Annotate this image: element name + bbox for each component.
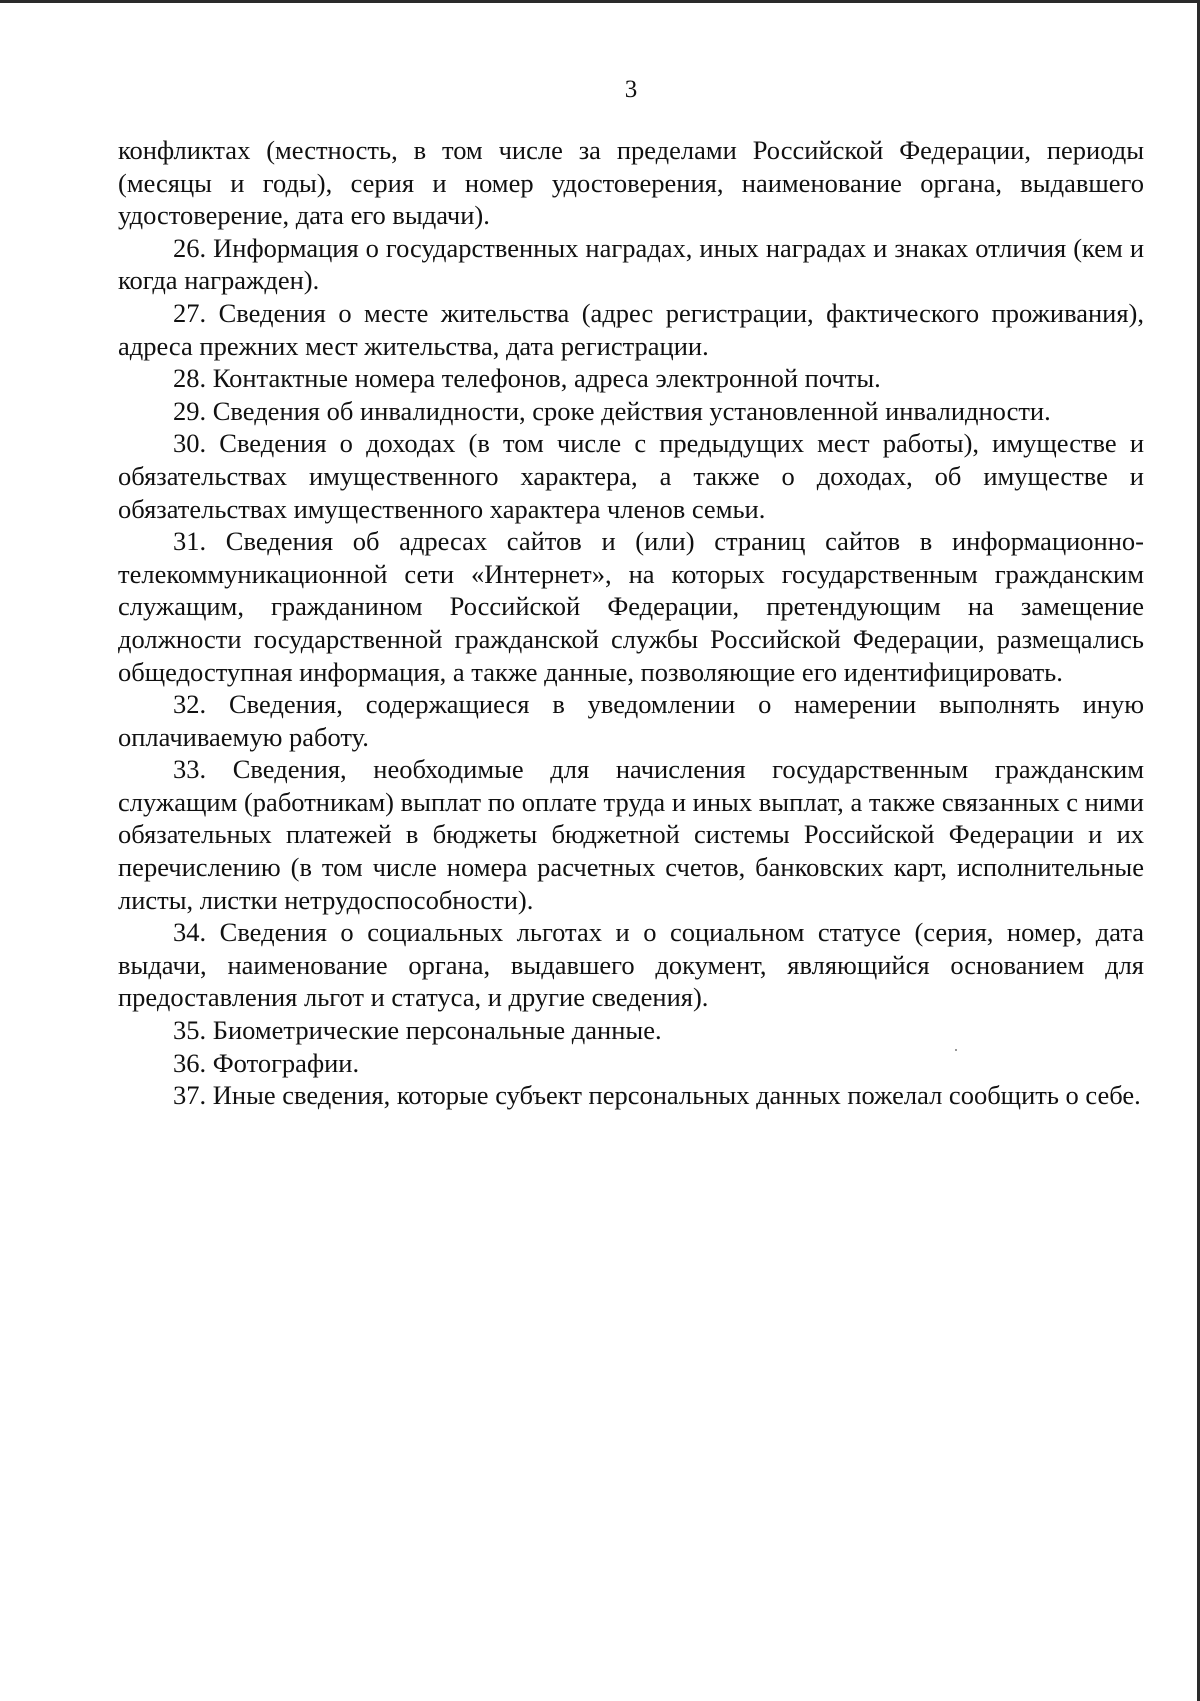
page-number: 3	[624, 76, 638, 103]
paragraph-33: 33. Сведения, необходимые для начисления государственным гражданским служащим (работникам) выплат по оплате труда и иных выплат, а также связанных с ними обязательных платежей в бюджеты бюджетной системы Российской Федерации и их перечислению (в том числе номера расчетных счетов, банковских карт, исполнительные листы, листки нетрудоспособности).	[118, 754, 1144, 915]
paragraph-35: 35. Биометрические персональные данные.	[173, 1015, 662, 1046]
paragraph-29: 29. Сведения об инвалидности, сроке действия установленной инвалидности.	[173, 395, 1051, 426]
paragraph-30: 30. Сведения о доходах (в том числе с предыдущих мест работы), имуществе и обязательствах имущественного характера, а также о доходах, об имуществе и обязательствах имущественного характера членов семьи.	[118, 428, 1144, 524]
paragraph-32: 32. Сведения, содержащиеся в уведомлении о намерении выполнять иную оплачиваемую работу.	[118, 689, 1144, 752]
paragraph-28: 28. Контактные номера телефонов, адреса электронной почты.	[173, 363, 881, 394]
scan-speck	[955, 1049, 957, 1051]
paragraph-27: 27. Сведения о месте жительства (адрес регистрации, фактического проживания), адреса прежних мест жительства, дата регистрации.	[118, 297, 1144, 361]
paragraph-37: 37. Иные сведения, которые субъект персональных данных пожелал сообщить о себе.	[173, 1080, 1141, 1111]
document-body	[118, 134, 1144, 1112]
paragraph-continuation: конфликтах (местность, в том числе за пределами Российской Федерации, периоды (месяцы и годы), серия и номер удостоверения, наименование органа, выдавшего удостоверение, дата его выдачи).	[118, 135, 1144, 231]
paragraph-34: 34. Сведения о социальных льготах и о социальном статусе (серия, номер, дата выдачи, наименование органа, выдавшего документ, являющийся основанием для предоставления льгот и статуса, и другие сведения).	[118, 917, 1144, 1013]
paragraph-36: 36. Фотографии.	[173, 1047, 360, 1078]
paragraph-26: 26. Информация о государственных наградах, иных наградах и знаках отличия (кем и когда награжден).	[118, 232, 1144, 296]
paragraph-31: 31. Сведения об адресах сайтов и (или) страниц сайтов в информационно-телекоммуникационной сети «Интернет», на которых государственным гражданским служащим, гражданином Российской Федерации, претендующим на замещение должности государственной гражданской службы Российской Федерации, размещались общедоступная информация, а также данные, позволяющие его идентифицировать.	[118, 526, 1144, 687]
